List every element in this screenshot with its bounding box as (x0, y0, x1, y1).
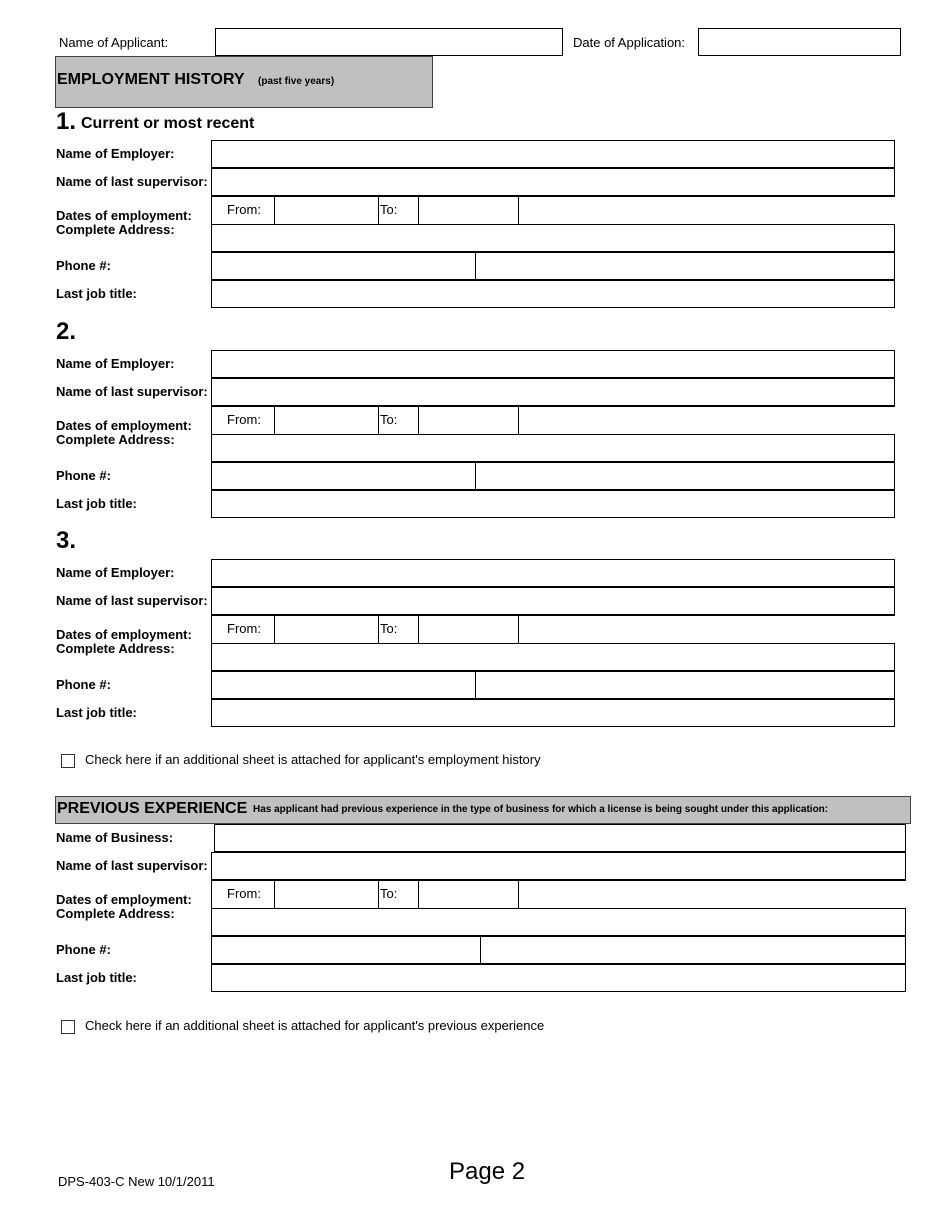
entry-3-job-title-input[interactable] (212, 700, 894, 726)
entry-1-caption: Current or most recent (81, 115, 255, 132)
previous-dates-to-cell (379, 881, 419, 908)
entry-2-supervisor-input[interactable] (212, 379, 894, 405)
entry-2-phone-extra-input[interactable] (476, 463, 894, 489)
entry-1-phone-input[interactable] (212, 253, 475, 279)
entry-2-dates-from-field[interactable] (275, 407, 379, 434)
previous-dates-to-input[interactable] (421, 881, 519, 909)
entry-2-phone-extra-field[interactable] (475, 462, 895, 490)
previous-supervisor-label: Name of last supervisor: (56, 858, 208, 873)
entry-2-number: 2. (56, 318, 77, 345)
entry-3-dates-from-cell (212, 616, 275, 643)
previous-dates-grid (211, 880, 906, 908)
previous-dates-label: Dates of employment: (56, 892, 192, 907)
entry-1-number: 1. (56, 108, 77, 135)
entry-2-phone-input[interactable] (212, 463, 475, 489)
entry-2-address-field[interactable] (211, 434, 895, 462)
form-id: DPS-403-C New 10/1/2011 (58, 1174, 215, 1189)
previous-experience-question: Has applicant had previous experience in the type of business for which a license is being sought under this application: (253, 804, 829, 815)
entry-1-supervisor-label: Name of last supervisor: (56, 174, 208, 189)
previous-dates-from-field[interactable] (275, 881, 379, 908)
application-date-field[interactable] (698, 28, 901, 56)
previous-job-title-field[interactable] (211, 964, 906, 992)
previous-phone-field[interactable] (211, 936, 481, 964)
entry-3-phone-field[interactable] (211, 671, 476, 699)
entry-1-dates-to-cell (379, 197, 419, 224)
previous-business-name-label: Name of Business: (56, 830, 174, 845)
entry-3-dates-to-cell (379, 616, 419, 643)
entry-1-job-title-label: Last job title: (56, 286, 137, 301)
entry-3-address-input[interactable] (212, 644, 894, 670)
entry-2-employer-name-label: Name of Employer: (56, 356, 175, 371)
entry-2-dates-from-cell (212, 407, 275, 434)
employment-additional-sheet-label: Check here if an additional sheet is attached for applicant's employment history (85, 752, 541, 767)
entry-2-job-title-field[interactable] (211, 490, 895, 518)
entry-3-supervisor-input[interactable] (212, 588, 894, 614)
entry-1-employer-name-field[interactable] (211, 140, 895, 168)
previous-dates-to-field[interactable] (419, 881, 519, 908)
previous-business-name-field[interactable] (214, 824, 906, 852)
entry-3-job-title-field[interactable] (211, 699, 895, 727)
previous-experience-header (55, 796, 911, 824)
entry-1-address-label: Complete Address: (56, 222, 175, 237)
employment-history-header (55, 56, 433, 108)
entry-1-dates-from-label: From: (227, 202, 261, 217)
entry-2-dates-to-input[interactable] (421, 407, 519, 435)
employment-history-title: EMPLOYMENT HISTORY (57, 71, 245, 88)
entry-2-employer-name-input[interactable] (212, 351, 894, 377)
entry-1-phone-extra-field[interactable] (475, 252, 895, 280)
previous-business-name-input[interactable] (215, 825, 905, 851)
entry-1-employer-name-label: Name of Employer: (56, 146, 175, 161)
entry-2-address-label: Complete Address: (56, 432, 175, 447)
entry-3-dates-grid (211, 615, 895, 643)
entry-2-supervisor-label: Name of last supervisor: (56, 384, 208, 399)
entry-3-employer-name-label: Name of Employer: (56, 565, 175, 580)
previous-dates-from-label: From: (227, 886, 261, 901)
entry-3-employer-name-field[interactable] (211, 559, 895, 587)
entry-1-employer-name-input[interactable] (212, 141, 894, 167)
entry-1-dates-from-field[interactable] (275, 197, 379, 224)
previous-address-input[interactable] (212, 909, 905, 935)
entry-2-phone-field[interactable] (211, 462, 476, 490)
entry-1-dates-grid (211, 196, 895, 224)
applicant-name-field[interactable] (215, 28, 563, 56)
applicant-name-input[interactable] (216, 29, 562, 55)
previous-address-field[interactable] (211, 908, 906, 936)
entry-2-dates-to-label: To: (380, 412, 398, 427)
application-date-input[interactable] (699, 29, 900, 55)
entry-3-number: 3. (56, 527, 77, 554)
entry-3-dates-label: Dates of employment: (56, 627, 192, 642)
previous-job-title-label: Last job title: (56, 970, 137, 985)
entry-1-dates-from-cell (212, 197, 275, 224)
entry-2-dates-from-label: From: (227, 412, 261, 427)
entry-2-employer-name-field[interactable] (211, 350, 895, 378)
entry-3-phone-extra-input[interactable] (476, 672, 894, 698)
entry-1-dates-to-label: To: (380, 202, 398, 217)
entry-3-supervisor-label: Name of last supervisor: (56, 593, 208, 608)
entry-3-dates-from-label: From: (227, 621, 261, 636)
entry-2-job-title-input[interactable] (212, 491, 894, 517)
previous-job-title-input[interactable] (212, 965, 905, 991)
previous-phone-input[interactable] (212, 937, 480, 963)
entry-3-job-title-label: Last job title: (56, 705, 137, 720)
entry-1-phone-label: Phone #: (56, 258, 111, 273)
entry-3-phone-extra-field[interactable] (475, 671, 895, 699)
entry-3-phone-input[interactable] (212, 672, 475, 698)
previous-dates-from-input[interactable] (277, 881, 379, 909)
employment-history-subtitle: (past five years) (258, 76, 335, 87)
page-number: Page 2 (449, 1158, 526, 1185)
entry-1-phone-field[interactable] (211, 252, 476, 280)
entry-2-phone-label: Phone #: (56, 468, 111, 483)
entry-1-supervisor-field[interactable] (211, 168, 895, 196)
previous-phone-extra-field[interactable] (480, 936, 906, 964)
entry-1-supervisor-input[interactable] (212, 169, 894, 195)
previous-supervisor-input[interactable] (212, 853, 905, 879)
employment-additional-sheet-checkbox[interactable] (61, 754, 75, 768)
applicant-name-label: Name of Applicant: (59, 35, 169, 50)
entry-3-dates-from-input[interactable] (277, 616, 379, 644)
previous-address-label: Complete Address: (56, 906, 175, 921)
entry-3-dates-from-field[interactable] (275, 616, 379, 643)
entry-3-employer-name-input[interactable] (212, 560, 894, 586)
previous-additional-sheet-label: Check here if an additional sheet is attached for applicant's previous experience (85, 1018, 545, 1033)
entry-2-dates-grid (211, 406, 895, 434)
entry-3-dates-to-field[interactable] (419, 616, 519, 643)
previous-additional-sheet-checkbox[interactable] (61, 1020, 75, 1034)
entry-1-job-title-field[interactable] (211, 280, 895, 308)
entry-2-dates-label: Dates of employment: (56, 418, 192, 433)
entry-2-dates-to-cell (379, 407, 419, 434)
entry-3-phone-label: Phone #: (56, 677, 111, 692)
entry-1-address-input[interactable] (212, 225, 894, 251)
previous-phone-label: Phone #: (56, 942, 111, 957)
previous-phone-extra-input[interactable] (481, 937, 905, 963)
entry-1-dates-from-input[interactable] (277, 197, 379, 225)
entry-2-supervisor-field[interactable] (211, 378, 895, 406)
entry-1-dates-label: Dates of employment: (56, 208, 192, 223)
application-date-label: Date of Application: (573, 35, 686, 50)
entry-1-dates-to-field[interactable] (419, 197, 519, 224)
entry-3-supervisor-field[interactable] (211, 587, 895, 615)
previous-dates-from-cell (212, 881, 275, 908)
entry-2-dates-to-field[interactable] (419, 407, 519, 434)
previous-dates-to-label: To: (380, 886, 398, 901)
entry-2-dates-from-input[interactable] (277, 407, 379, 435)
entry-1-address-field[interactable] (211, 224, 895, 252)
entry-3-address-label: Complete Address: (56, 641, 175, 656)
entry-3-address-field[interactable] (211, 643, 895, 671)
entry-2-job-title-label: Last job title: (56, 496, 137, 511)
entry-1-dates-to-input[interactable] (421, 197, 519, 225)
entry-1-job-title-input[interactable] (212, 281, 894, 307)
entry-3-dates-to-input[interactable] (421, 616, 519, 644)
previous-experience-title: PREVIOUS EXPERIENCE (57, 800, 248, 817)
entry-2-address-input[interactable] (212, 435, 894, 461)
entry-1-phone-extra-input[interactable] (476, 253, 894, 279)
previous-supervisor-field[interactable] (211, 852, 906, 880)
entry-3-dates-to-label: To: (380, 621, 398, 636)
